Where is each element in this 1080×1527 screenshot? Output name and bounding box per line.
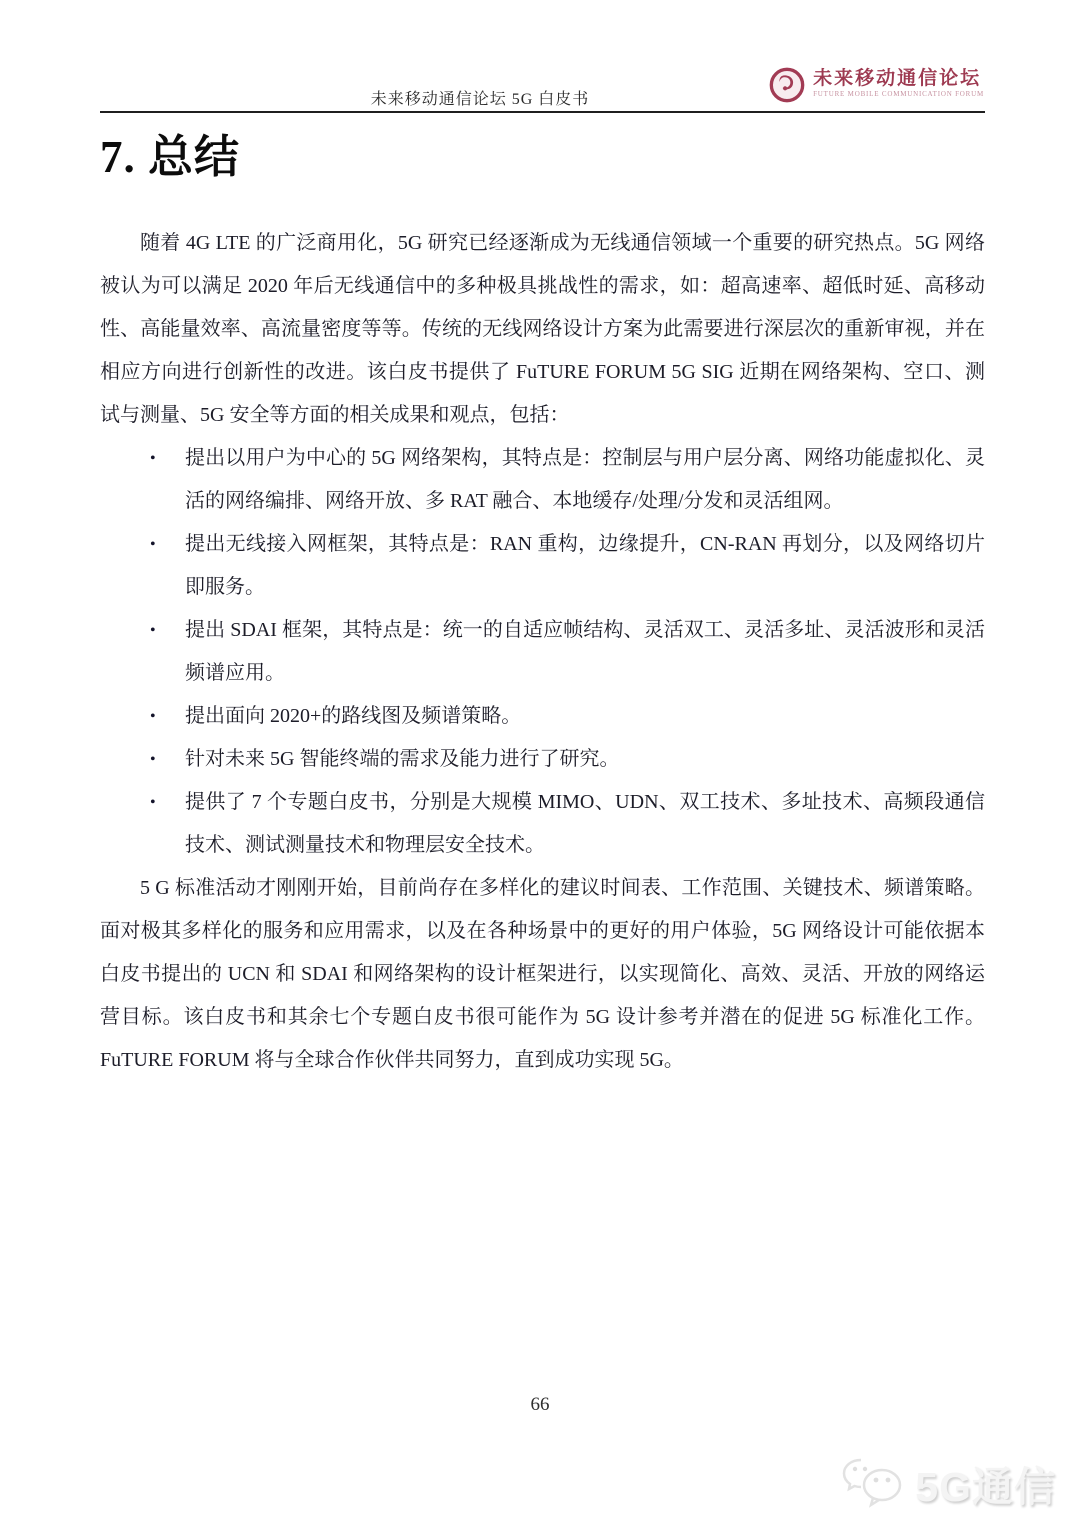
- forum-name-en: FUTURE MOBILE COMMUNICATION FORUM: [813, 90, 984, 98]
- forum-logo: [768, 66, 984, 109]
- summary-bullet-list: [100, 437, 985, 867]
- intro-paragraph: 随着 4G LTE 的广泛商用化，5G 研究已经逐渐成为无线通信领域一个重要的研究热点。5G 网络被认为可以满足 2020 年后无线通信中的多种极具挑战性的需求，如：超高速率、超低时延、高移动性、高能量效率、高流量密度等等。传统的无线网络设计方案为此需要进行深层次的重新审视，并在相应方向进行创新性的改进。该白皮书提供了 FuTURE FORUM 5G SIG 近期在网络架构、空口、测试与测量、5G 安全等方面的相关成果和观点，包括：: [100, 232, 985, 426]
- section-title: 7. 总结: [100, 132, 241, 182]
- document-content: [100, 128, 985, 1082]
- list-item: [100, 695, 985, 738]
- watermark-text: 5G通信: [915, 1464, 1056, 1510]
- bullet-icon: •: [150, 708, 156, 725]
- list-item-text: 提出面向 2020+的路线图及频谱策略。: [185, 705, 522, 727]
- bullet-icon: •: [150, 794, 156, 811]
- forum-logo-icon: [768, 66, 806, 109]
- list-item-text: 提出以用户为中心的 5G 网络架构，其特点是：控制层与用户层分离、网络功能虚拟化、灵活的网络编排、网络开放、多 RAT 融合、本地缓存/处理/分发和灵活组网。: [185, 447, 985, 512]
- header-divider: [100, 111, 985, 113]
- bullet-icon: •: [150, 536, 156, 553]
- closing-paragraph: 5 G 标准活动才刚刚开始，目前尚存在多样化的建议时间表、工作范围、关键技术、频谱策略。面对极其多样化的服务和应用需求，以及在各种场景中的更好的用户体验，5G 网络设计可能依据本白皮书提出的 UCN 和 SDAI 和网络架构的设计框架进行，以实现简化、高效、灵活、开放的网络运营目标。该白皮书和其余七个专题白皮书很可能作为 5G 设计参考并潜在的促进 5G 标准化工作。FuTURE FORUM 将与全球合作伙伴共同努力，直到成功实现 5G。: [100, 877, 985, 1071]
- bullet-icon: •: [150, 450, 156, 467]
- list-item: [100, 437, 985, 523]
- list-item: [100, 609, 985, 695]
- list-item: [100, 738, 985, 781]
- list-item: [100, 523, 985, 609]
- list-item-text: 提出 SDAI 框架，其特点是：统一的自适应帧结构、灵活双工、灵活多址、灵活波形和灵活频谱应用。: [185, 619, 985, 684]
- list-item-text: 针对未来 5G 智能终端的需求及能力进行了研究。: [185, 748, 620, 770]
- running-header-title: 未来移动通信论坛 5G 白皮书: [370, 91, 590, 108]
- list-item-text: 提供了 7 个专题白皮书，分别是大规模 MIMO、UDN、双工技术、多址技术、高频段通信技术、测试测量技术和物理层安全技术。: [185, 791, 985, 856]
- forum-name-cn: 未来移动通信论坛: [813, 68, 982, 89]
- page-number: 66: [530, 1394, 550, 1415]
- bullet-icon: •: [150, 622, 156, 639]
- list-item: [100, 781, 985, 867]
- forum-logo-text: [813, 66, 984, 99]
- list-item-text: 提出无线接入网框架，其特点是：RAN 重构，边缘提升，CN-RAN 再划分，以及网络切片即服务。: [185, 533, 985, 598]
- bullet-icon: •: [150, 751, 156, 768]
- wechat-icon: [839, 1452, 911, 1515]
- watermark: [839, 1452, 1056, 1515]
